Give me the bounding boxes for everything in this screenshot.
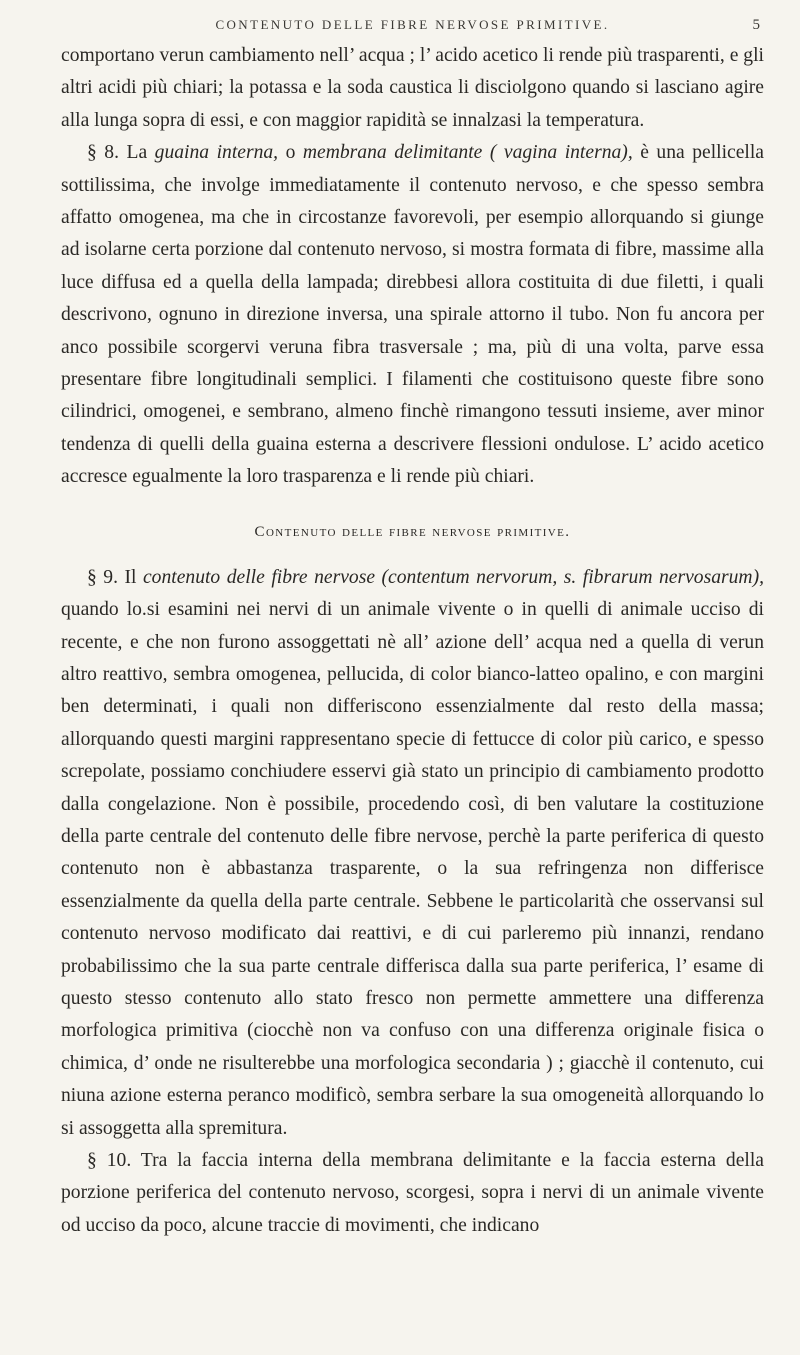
section-10-text: § 10. Tra la faccia interna della membrana delimitante e la faccia esterna della porzione periferica del contenuto nervoso, scorgesi, sopra i nervi di un animale vivente od ucciso da poco, alcune traccie di movimenti, che indicano xyxy=(61,1150,764,1236)
section-8-text: è una pellicella sottilissima, che involge immediatamente il contenuto nervoso, e che spesso sembra affatto omogenea, ma che in circostanze favorevoli, per esempio allorquando si giunge ad isolarne certa porzione dal contenuto nervoso, si mostra formata di fibre, massime alla luce diffusa ed a quella della lampada; direbbesi allora costituita di due filetti, i quali descrivono, ognuno in direzione inversa, una spirale attorno il tubo. Non fu ancora per anco possibile scorgervi veruna fibra trasversale ; ma, più di una volta, parve essa presentare fibre longitudinali semplici. I filamenti che costituisono queste fibre sono cilindrici, omogenei, e sembrano, almeno finchè rimangono tessuti insieme, aver minor tendenza di quelli della guaina esterna a descrivere flessioni ondulose. L’ acido acetico accresce egualmente la loro trasparenza e li rende più chiari. xyxy=(61,142,764,488)
section-heading: Contenuto delle fibre nervose primitive. xyxy=(254,523,571,540)
running-title: CONTENUTO DELLE FIBRE NERVOSE PRIMITIVE. xyxy=(215,17,610,32)
page-body xyxy=(61,40,764,1242)
section-9-lead: § 9. Il xyxy=(87,566,143,588)
paragraph-section-9 xyxy=(61,562,764,1145)
paragraph-text: comportano verun cambiamento nell’ acqua ; l’ acido acetico li rende più trasparenti, e gli altri acidi più chiari; la potassa e la soda caustica li disciolgono quando si lasciano agire alla lunga sopra di essi, e con maggior rapidità se innalzasi la temperatura. xyxy=(61,45,764,131)
term-membrana-delimitante: membrana delimitante ( vagina interna), xyxy=(302,142,633,164)
term-guaina-interna: guaina interna, xyxy=(154,142,279,164)
paragraph-section-8 xyxy=(61,137,764,493)
section-8-connector: o xyxy=(278,142,303,164)
paragraph-section-10 xyxy=(61,1145,764,1242)
running-head xyxy=(61,10,764,40)
section-8-lead: § 8. La xyxy=(87,142,155,164)
term-contenuto-fibre: contenuto delle fibre nervose (contentum nervorum, s. fibrarum nervosarum), xyxy=(142,566,764,588)
section-9-text: quando lo.si esamini nei nervi di un animale vivente o in quelli di animale ucciso di recente, e che non furono assoggettati nè all’ azione dell’ acqua ned a quella di verun altro reattivo, sembra omogenea, pellucida, di color bianco-latteo opalino, e con margini ben determinati, i quali non differiscono essenzialmente dal resto della massa; allorquando questi margini rappresentano specie di fettucce di color più carico, e spesso screpolate, possiamo conchiudere esservi già stato un principio di cambiamento prodotto dalla congelazione. Non è possibile, procedendo così, di ben valutare la costituzione della parte centrale del contenuto delle fibre nervose, perchè la parte periferica di questo contenuto non è abbastanza trasparente, o la sua refringenza non differisce essenzialmente da quella della parte centrale. Sebbene le particolarità che osservansi sul contenuto nervoso modificato dai reattivi, e di cui parleremo più innanzi, rendano probabilissimo che la sua parte centrale differisca dalla sua parte periferica, l’ esame di questo stesso contenuto allo stato fresco non permette ammettere una differenza morfologica primitiva (ciocchè non va confuso con una differenza originale fisica o chimica, d’ onde ne risulterebbe una morfologica secondaria ) ; giacchè il contenuto, cui niuna azione esterna peranco modificò, sembra serbare la sua omogeneità allorquando lo si assoggetta alla spremitura. xyxy=(61,599,764,1139)
paragraph-continuation xyxy=(61,40,764,137)
page-number: 5 xyxy=(752,17,760,33)
